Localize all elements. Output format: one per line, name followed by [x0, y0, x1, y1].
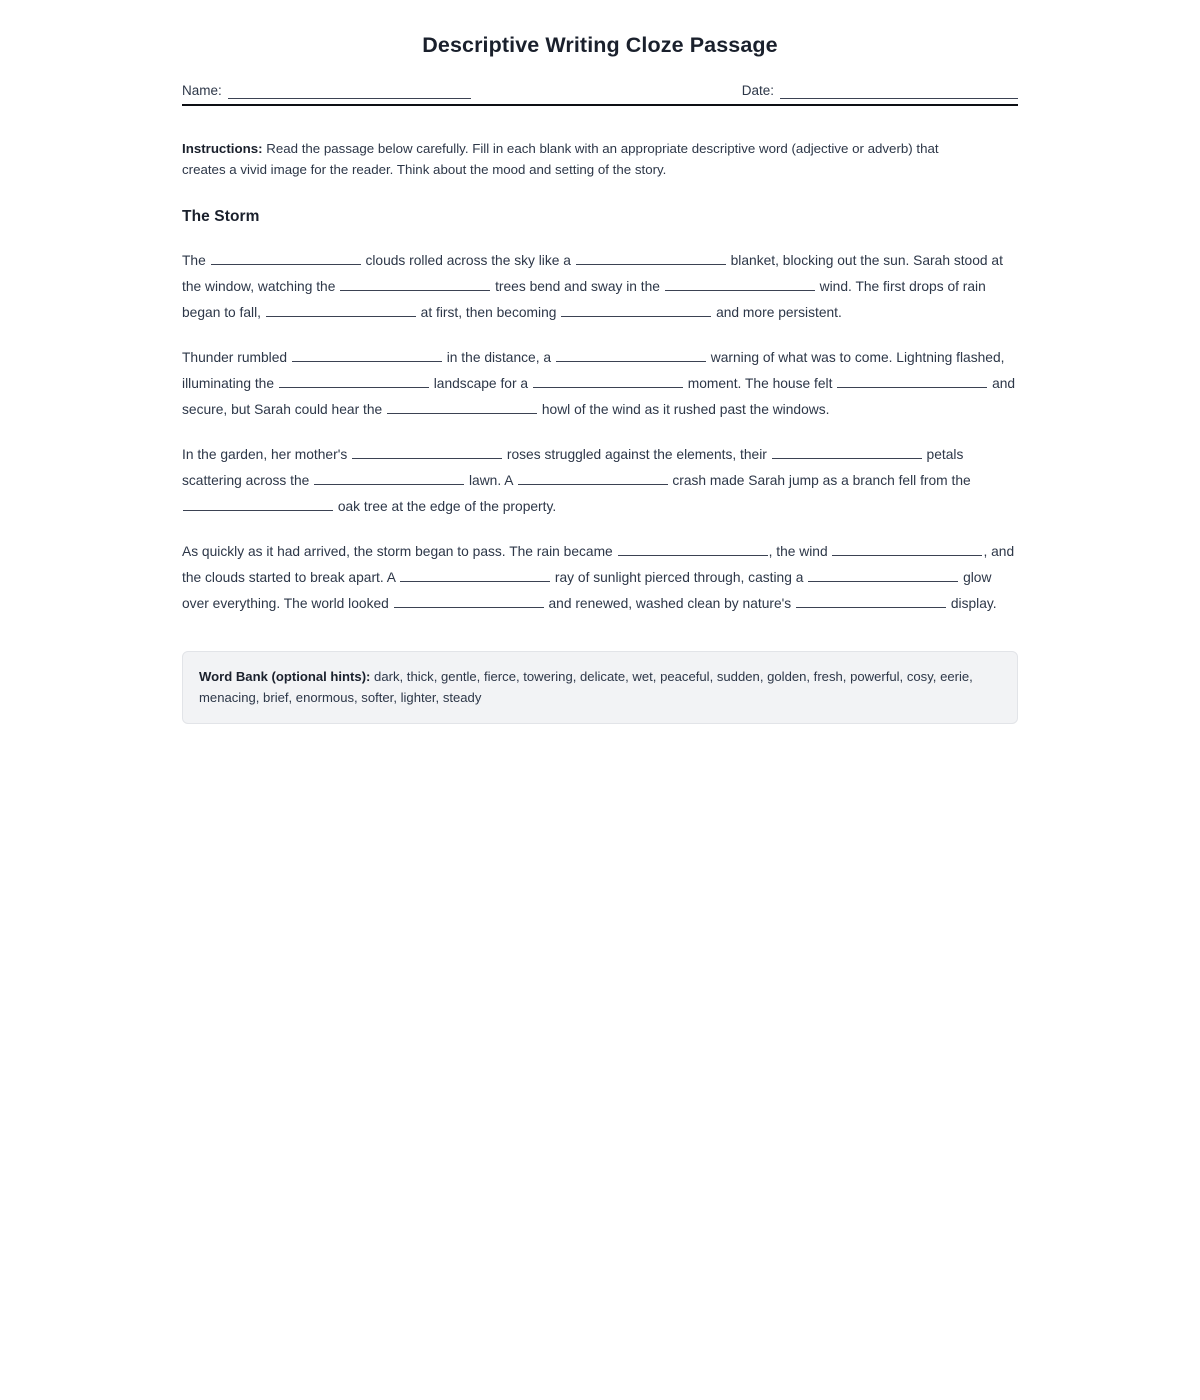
passage-text: trees bend and sway in the [491, 278, 664, 294]
cloze-blank[interactable] [772, 443, 922, 459]
name-field-group [182, 84, 471, 99]
cloze-blank[interactable] [340, 275, 490, 291]
passage-heading: The Storm [182, 207, 260, 225]
passage-paragraph [182, 442, 1018, 520]
cloze-blank[interactable] [266, 301, 416, 317]
passage-text: As quickly as it had arrived, the storm began to pass. The rain became [182, 543, 617, 559]
date-field-group [742, 84, 1018, 99]
passage-text: crash made Sarah jump as a branch fell from the [668, 472, 971, 488]
passage-text: wind. The first drops of rain began to fall, [182, 278, 986, 320]
name-label: Name: [182, 82, 222, 98]
name-input[interactable] [228, 85, 471, 99]
cloze-blank[interactable] [561, 301, 711, 317]
passage-text: ray of sunlight pierced through, casting a [551, 569, 808, 585]
cloze-blank[interactable] [292, 346, 442, 362]
passage-text: moment. The house felt [683, 375, 837, 391]
cloze-blank[interactable] [665, 275, 815, 291]
cloze-blank[interactable] [314, 469, 464, 485]
cloze-blank[interactable] [387, 398, 537, 414]
passage-text: clouds rolled across the sky like a [361, 252, 575, 268]
cloze-blank[interactable] [400, 566, 550, 582]
date-label: Date: [741, 82, 774, 98]
passage-text: The [182, 252, 210, 268]
cloze-blank[interactable] [808, 566, 958, 582]
cloze-blank[interactable] [211, 249, 361, 265]
passage-text: warning of what was to come. Lightning flashed, illuminating the [182, 349, 1005, 391]
passage-text: petals scattering across the [182, 446, 964, 488]
cloze-blank[interactable] [394, 592, 544, 608]
cloze-blank[interactable] [576, 249, 726, 265]
cloze-blank[interactable] [533, 372, 683, 388]
instructions-block [182, 138, 982, 181]
passage-text: howl of the wind as it rushed past the windows. [538, 401, 830, 417]
passage-text: and more persistent. [712, 304, 842, 320]
word-bank [182, 651, 1018, 724]
cloze-blank[interactable] [796, 592, 946, 608]
passage-text: at first, then becoming [416, 304, 561, 320]
cloze-blank[interactable] [352, 443, 502, 459]
passage-text: roses struggled against the elements, their [503, 446, 771, 462]
cloze-blank[interactable] [279, 372, 429, 388]
cloze-blank[interactable] [618, 540, 768, 556]
passage-paragraph [182, 248, 1018, 326]
passage-text: oak tree at the edge of the property. [334, 498, 557, 514]
passage-text: in the distance, a [442, 349, 555, 365]
name-date-row [182, 84, 1018, 99]
word-bank-label: Word Bank (optional hints): [199, 668, 371, 684]
passage-text: , the wind [768, 543, 832, 559]
header-divider [182, 104, 1018, 106]
passage-text: blanket, blocking out the sun. Sarah stood at the window, watching the [182, 252, 1003, 294]
passage-text: display. [947, 595, 997, 611]
cloze-blank[interactable] [837, 372, 987, 388]
page-title: Descriptive Writing Cloze Passage [422, 33, 778, 57]
passage-body [182, 248, 1018, 617]
cloze-blank[interactable] [556, 346, 706, 362]
passage-text: glow over everything. The world looked [182, 569, 992, 611]
instructions-text: Read the passage below carefully. Fill in each blank with an appropriate descriptive word (adjective or adverb) that creates a vivid image for the reader. Think about the mood and setting of the story. [182, 140, 939, 178]
passage-text: Thunder rumbled [182, 349, 291, 365]
word-bank-words: dark, thick, gentle, fierce, towering, delicate, wet, peaceful, sudden, golden, fresh, powerful, cosy, eerie, menacing, brief, enormous, softer, lighter, steady [199, 668, 973, 706]
passage-text: In the garden, her mother's [182, 446, 352, 462]
date-input[interactable] [780, 85, 1018, 99]
passage-paragraph [182, 539, 1018, 617]
cloze-blank[interactable] [518, 469, 668, 485]
cloze-blank[interactable] [183, 495, 333, 511]
passage-text: landscape for a [429, 375, 532, 391]
passage-text: and renewed, washed clean by nature's [544, 595, 796, 611]
passage-paragraph [182, 345, 1018, 423]
cloze-blank[interactable] [832, 540, 982, 556]
passage-text: lawn. A [465, 472, 517, 488]
passage-text: and secure, but Sarah could hear the [182, 375, 1016, 417]
passage-text: , and the clouds started to break apart. A [182, 543, 1015, 585]
instructions-label: Instructions: [182, 140, 263, 156]
